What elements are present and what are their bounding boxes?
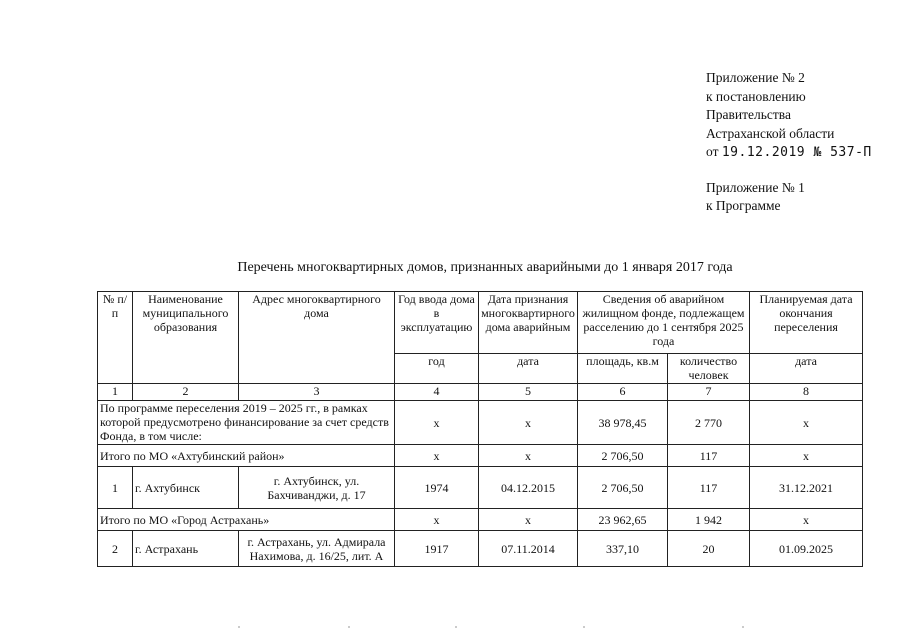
document-title: Перечень многоквартирных домов, признанных аварийными до 1 января 2017 года — [237, 260, 733, 275]
header-planned: Планируемая дата окончания переселения — [750, 292, 863, 354]
decree-number-stamp: 19.12.2019 № 537-П — [721, 145, 872, 160]
subheader-area: площадь, кв.м — [578, 354, 668, 384]
cell-municipality: г. Ахтубинск — [133, 467, 239, 509]
cell-count: 117 — [668, 467, 750, 509]
decree-line — [706, 143, 872, 163]
cell-planned: x — [750, 445, 863, 467]
header-year: Год ввода дома в эксплуатацию — [395, 292, 479, 354]
cell-date: x — [479, 401, 578, 445]
appendix-header — [706, 69, 872, 216]
scan-speck — [238, 626, 240, 628]
cell-area: 2 706,50 — [578, 467, 668, 509]
header-num: № п/п — [98, 292, 133, 384]
appendix-line: Приложение № 2 — [706, 70, 805, 85]
scan-speck — [583, 626, 585, 628]
subheader-date: дата — [479, 354, 578, 384]
col-number: 2 — [133, 384, 239, 401]
table-row — [98, 531, 863, 567]
scan-speck — [455, 626, 457, 628]
cell-planned: x — [750, 401, 863, 445]
appendix-line: к постановлению — [706, 88, 806, 104]
cell-address: г. Ахтубинск, ул. Бахчиванджи, д. 17 — [239, 467, 395, 509]
cell-date: 07.11.2014 — [479, 531, 578, 567]
cell-planned: 01.09.2025 — [750, 531, 863, 567]
cell-planned: 31.12.2021 — [750, 467, 863, 509]
cell-date: x — [479, 445, 578, 467]
table-row — [98, 401, 863, 445]
appendix-line: Приложение № 1 — [706, 179, 805, 195]
cell-area: 23 962,65 — [578, 509, 668, 531]
row-label: Итого по МО «Ахтубинский район» — [98, 445, 395, 467]
subheader-planned: дата — [750, 354, 863, 384]
table-row — [98, 445, 863, 467]
col-number: 4 — [395, 384, 479, 401]
cell-address: г. Астрахань, ул. Адмирала Нахимова, д. 16/25, лит. А — [239, 531, 395, 567]
header-info: Сведения об аварийном жилищном фонде, подлежащем расселению до 1 сентября 2025 года — [578, 292, 750, 354]
cell-municipality: г. Астрахань — [133, 531, 239, 567]
appendix-line: Правительства — [706, 107, 791, 122]
row-label: По программе переселения 2019 – 2025 гг., в рамках которой предусмотрено финансирование за счет средств Фонда, в том числе: — [98, 401, 395, 445]
appendix-line: Астраханской области — [706, 125, 835, 141]
cell-year: x — [395, 509, 479, 531]
row-label: Итого по МО «Город Астрахань» — [98, 509, 395, 531]
col-number: 7 — [668, 384, 750, 401]
scan-speck — [348, 626, 350, 628]
cell-num: 1 — [98, 467, 133, 509]
cell-area: 2 706,50 — [578, 445, 668, 467]
col-number: 5 — [479, 384, 578, 401]
cell-date: 04.12.2015 — [479, 467, 578, 509]
cell-count: 1 942 — [668, 509, 750, 531]
scan-speck — [742, 626, 744, 628]
column-number-row — [98, 384, 863, 401]
cell-num: 2 — [98, 531, 133, 567]
cell-date: x — [479, 509, 578, 531]
cell-count: 117 — [668, 445, 750, 467]
cell-area: 337,10 — [578, 531, 668, 567]
header-municipality: Наименование муниципального образования — [133, 292, 239, 384]
cell-year: 1974 — [395, 467, 479, 509]
decree-prefix: от — [706, 144, 719, 159]
cell-planned: x — [750, 509, 863, 531]
header-date-recognized: Дата признания многоквартирного дома аварийным — [479, 292, 578, 354]
subheader-year: год — [395, 354, 479, 384]
col-number: 3 — [239, 384, 395, 401]
col-number: 1 — [98, 384, 133, 401]
cell-year: x — [395, 445, 479, 467]
table-row — [98, 467, 863, 509]
cell-year: x — [395, 401, 479, 445]
col-number: 8 — [750, 384, 863, 401]
appendix-line: к Программе — [706, 198, 781, 213]
cell-count: 2 770 — [668, 401, 750, 445]
cell-year: 1917 — [395, 531, 479, 567]
subheader-count: количество человек — [668, 354, 750, 384]
cell-count: 20 — [668, 531, 750, 567]
table-row — [98, 509, 863, 531]
emergency-housing-table — [97, 291, 863, 567]
header-address: Адрес многоквартирного дома — [239, 292, 395, 384]
cell-area: 38 978,45 — [578, 401, 668, 445]
col-number: 6 — [578, 384, 668, 401]
